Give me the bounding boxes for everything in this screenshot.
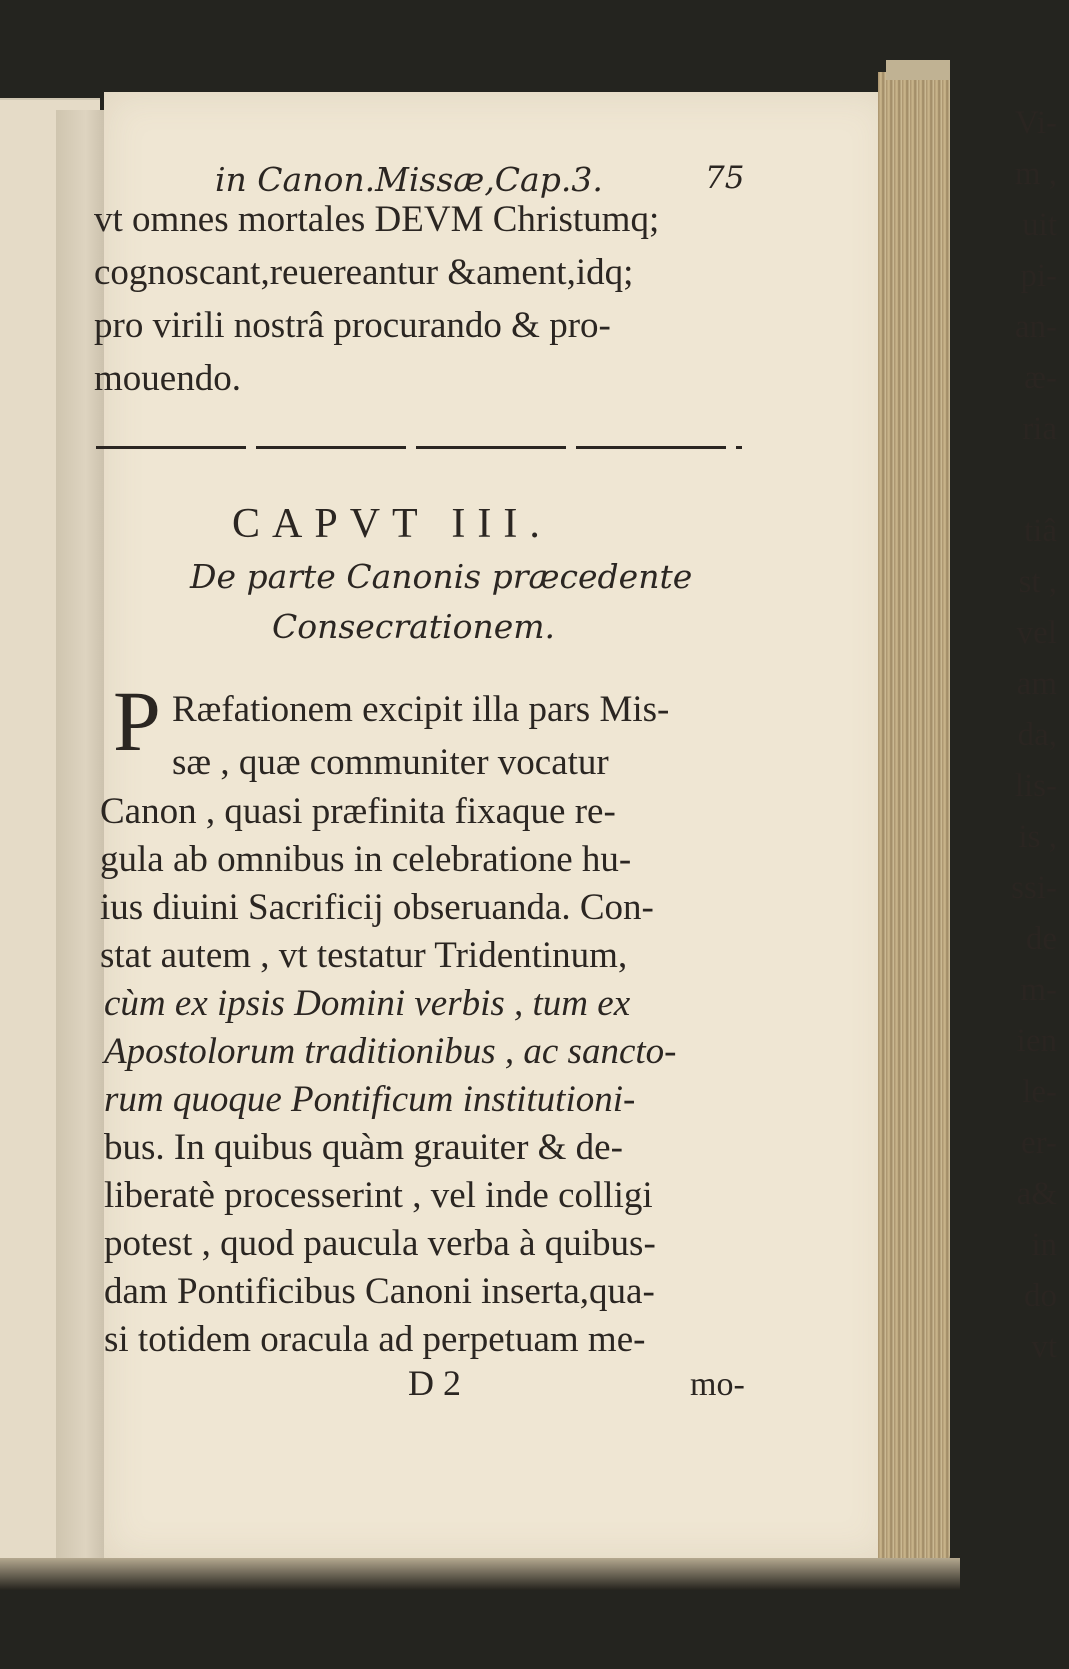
left-page-fragment: is , (1018, 819, 1057, 855)
left-page-fragment (1011, 455, 1057, 506)
opening-line-3: pro virili nostrâ procurando & pro- (94, 305, 611, 346)
left-page-fragment: æ- (1024, 360, 1057, 396)
page-number: 75 (705, 160, 745, 196)
left-page-fragment: m , (1014, 156, 1057, 192)
body-line-11: liberatè processerint , vel inde colligi (104, 1175, 653, 1216)
chapter-subtitle-line-1: De parte Canonis præcedente (190, 557, 693, 596)
left-page-fragment: Vi- (1014, 105, 1057, 141)
left-page-fragment: vt (1031, 1329, 1057, 1365)
body-line-6: stat autem , vt testatur Tridentinum, (100, 935, 628, 976)
body-line-12: potest , quod paucula verba à quibus- (104, 1223, 656, 1264)
left-page-fragment: ria (1022, 411, 1057, 447)
chapter-title: CAPVT III. (232, 501, 552, 547)
left-page-fragment: lis- (1014, 768, 1057, 804)
left-page-fragment: er- (1021, 1125, 1057, 1161)
catchword: mo- (690, 1366, 745, 1403)
running-head: in Canon.Missæ,Cap.3. (215, 160, 603, 199)
left-page-fragment: ssi- (1011, 870, 1057, 906)
left-page-fragment: do (1024, 1278, 1057, 1314)
book-bottom-edge (0, 1558, 960, 1590)
body-line-8: Apostolorum traditionibus , ac sancto- (104, 1031, 677, 1072)
body-line-5: ius diuini Sacrificij obseruanda. Con- (100, 887, 654, 928)
body-line-1: Ræfationem excipit illa pars Mis- (172, 689, 670, 730)
chapter-subtitle-line-2: Consecrationem. (272, 607, 556, 646)
left-page-fragment: am (1016, 666, 1057, 702)
left-page-fragment: m- (1020, 972, 1057, 1008)
left-page-fragment: da, (1017, 717, 1057, 753)
left-page-text-fragments (1011, 98, 1057, 1373)
opening-line-1: vt omnes mortales DEVM Christumq; (94, 199, 660, 240)
body-line-3: Canon , quasi præfinita fixaque re- (100, 791, 616, 832)
body-line-9: rum quoque Pontificum institutioni- (104, 1079, 636, 1120)
drop-cap: P (113, 673, 161, 769)
page-edges (878, 72, 950, 1567)
left-page-fragment: in (1031, 1227, 1057, 1263)
section-divider-rule (96, 446, 742, 449)
left-page-fragment: pi- (1020, 258, 1057, 294)
signature-mark: D 2 (408, 1363, 461, 1403)
body-line-14: si totidem oracula ad perpetuam me- (104, 1319, 646, 1360)
body-line-10: bus. In quibus quàm grauiter & de- (104, 1127, 623, 1168)
body-line-13: dam Pontificibus Canoni inserta,qua- (104, 1271, 655, 1312)
body-line-2: sæ , quæ communiter vocatur (172, 742, 609, 783)
left-page-fragment: a& (1016, 1176, 1057, 1212)
opening-line-2: cognoscant,reuereantur &ament,idq; (94, 252, 634, 293)
opening-line-4: mouendo. (94, 358, 241, 399)
left-page-fragment: st , (1018, 564, 1057, 600)
left-page-fragment: vel (1016, 615, 1057, 651)
left-page-fragment: ien (1016, 1023, 1057, 1059)
left-page-fragment: le- (1022, 1074, 1057, 1110)
left-page-fragment: an- (1014, 309, 1057, 345)
left-page-fragment: uit (1022, 207, 1057, 243)
body-line-4: gula ab omnibus in celebratione hu- (100, 839, 632, 880)
body-line-7: cùm ex ipsis Domini verbis , tum ex (104, 983, 631, 1024)
left-page-fragment: tiâ (1024, 513, 1057, 549)
left-page-fragment: de (1025, 921, 1057, 957)
